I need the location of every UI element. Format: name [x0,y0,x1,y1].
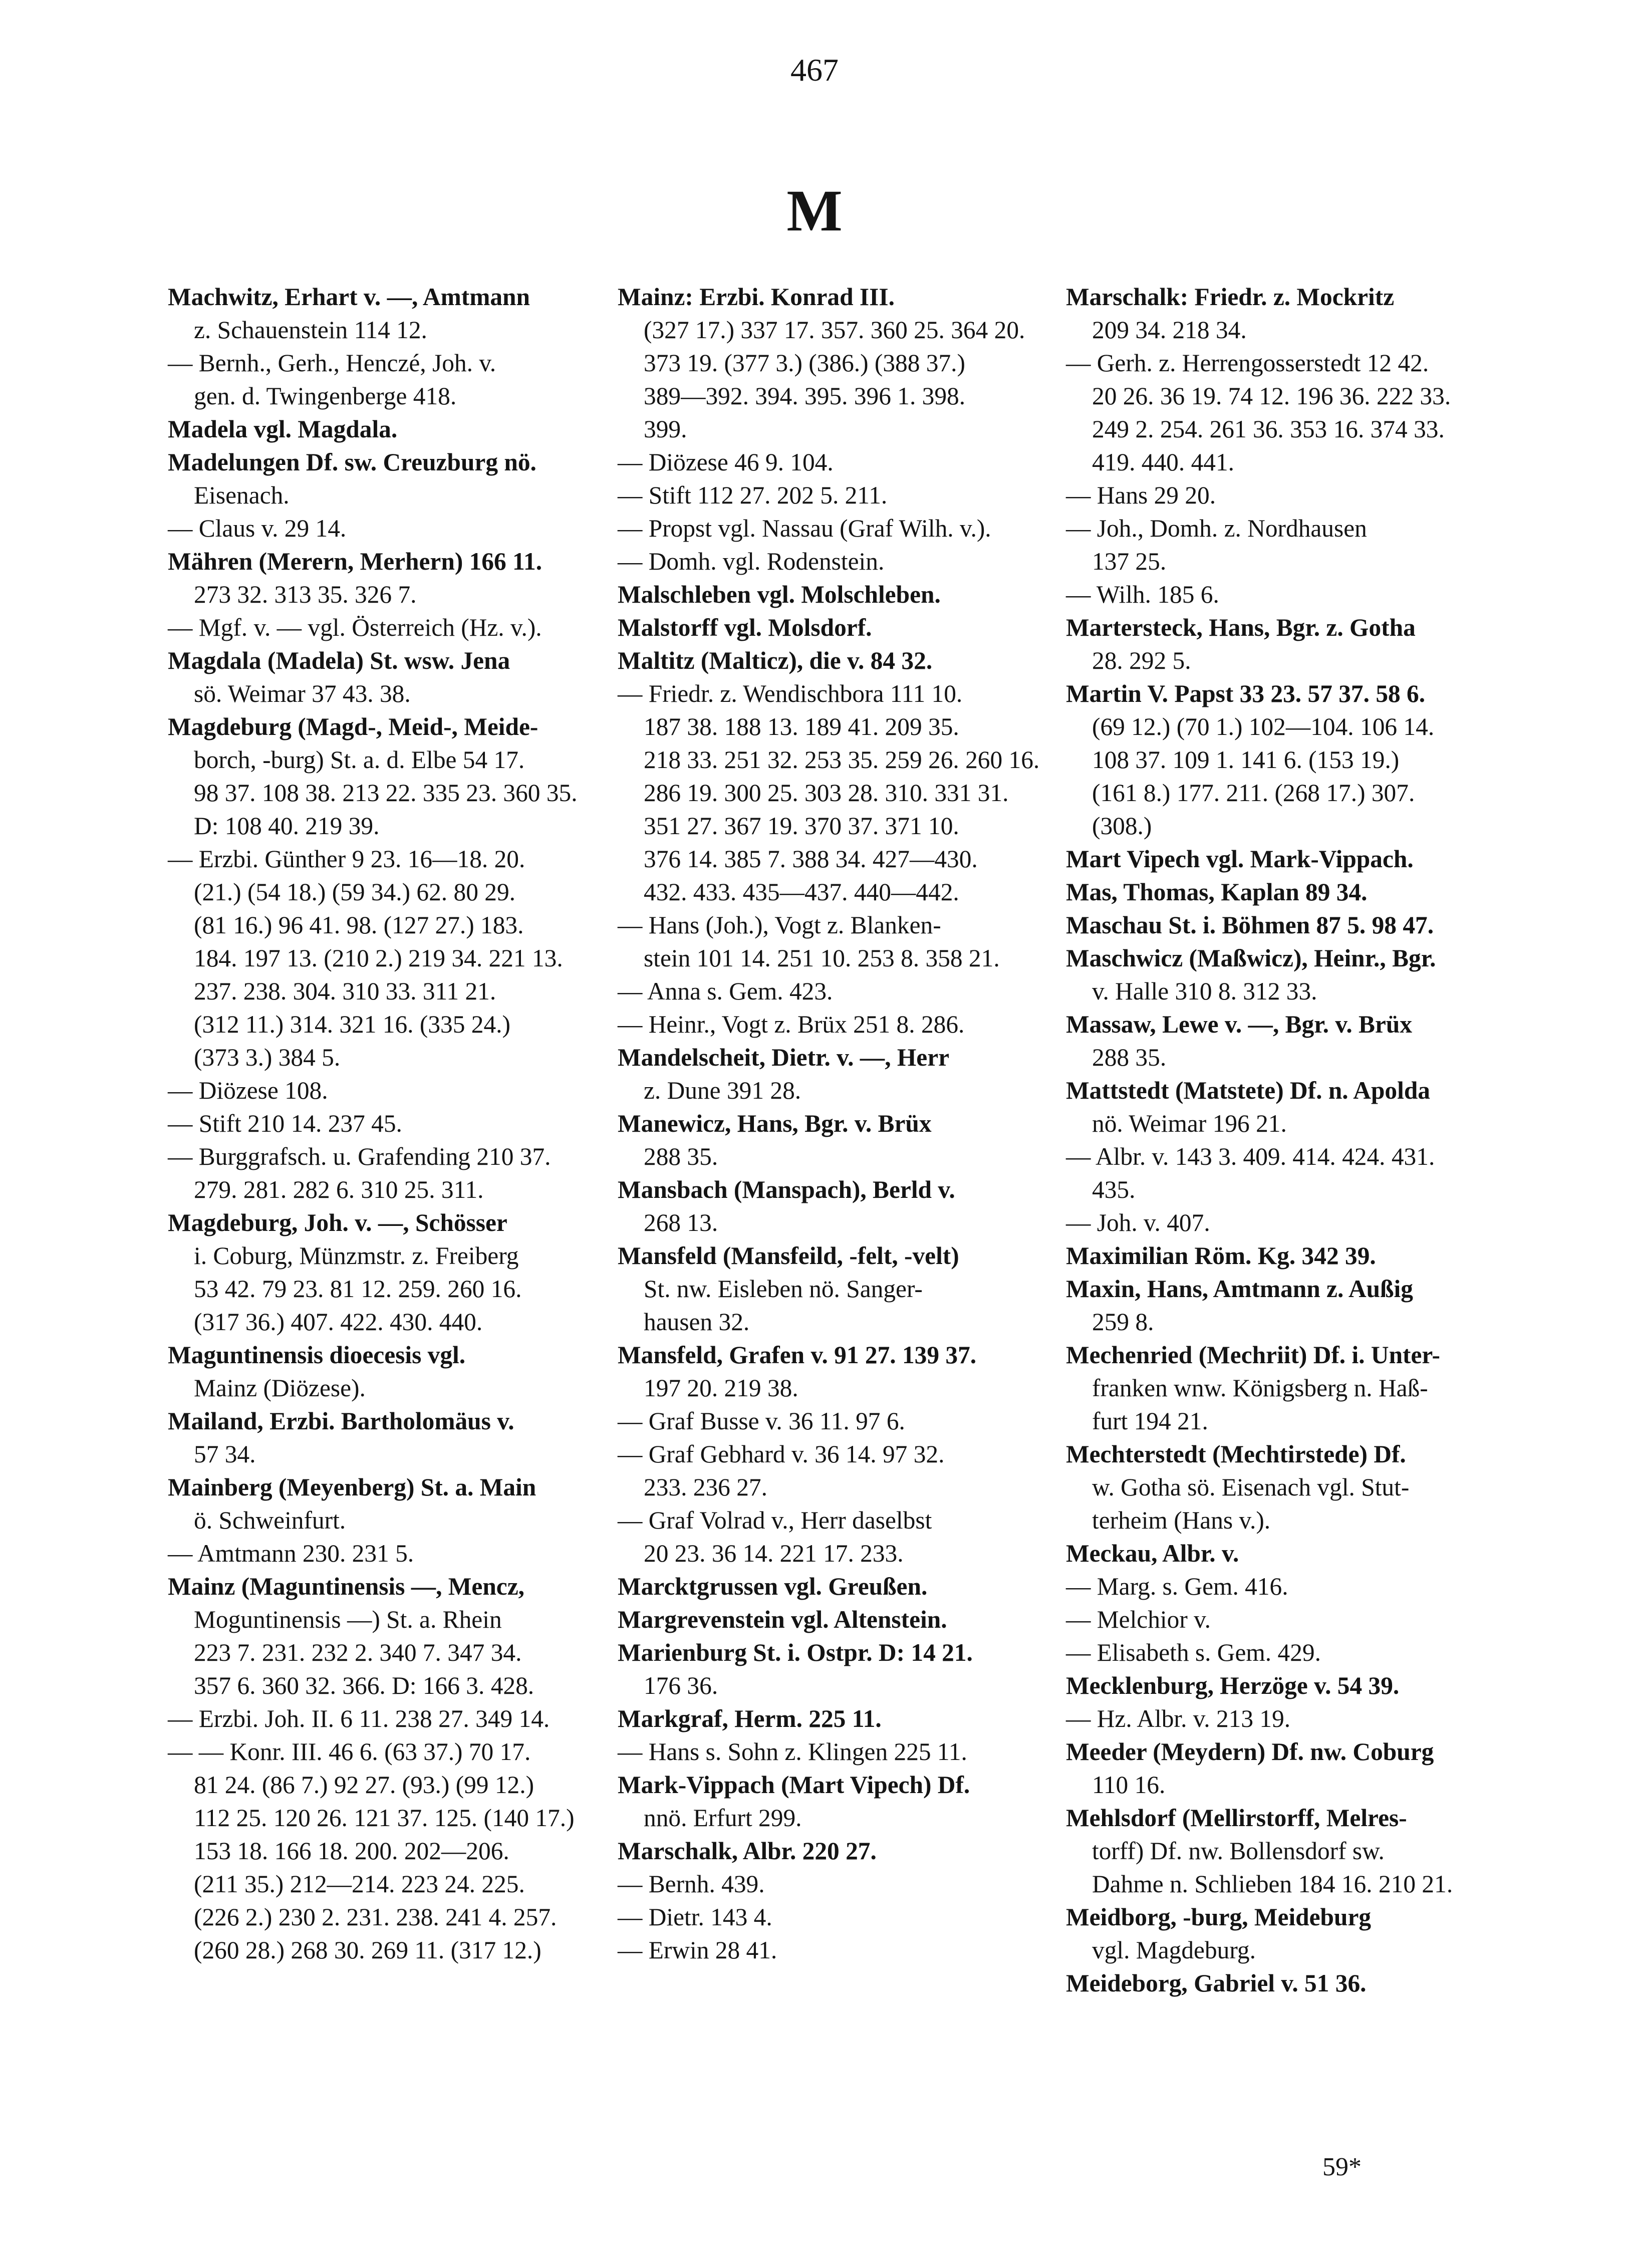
entry-line: 28. 292 5. [1092,647,1191,674]
entry-line: — Erzbi. Joh. II. 6 11. 238 27. 349 14. [168,1705,550,1732]
index-subentry [618,1438,1058,1504]
entry-line: w. Gotha sö. Eisenach vgl. Stut- [1092,1473,1410,1501]
index-entry [1066,1008,1507,1074]
index-subentry [1066,1206,1507,1239]
section-letter: M [786,178,843,243]
index-subentry [618,677,1058,909]
entry-line: — Albr. v. 143 3. 409. 414. 424. 431. [1066,1143,1435,1170]
entry-line: — Graf Volrad v., Herr daselbst [618,1506,932,1534]
entry-line: gen. d. Twingenberge 418. [194,382,457,410]
sheet-signature: 59* [1322,2153,1362,2181]
index-subentry [1066,1702,1507,1735]
entry-line: 187 38. 188 13. 189 41. 209 35. [644,713,959,740]
entry-line: (21.) (54 18.) (59 34.) 62. 80 29. [194,878,515,906]
entry-line: Mart Vipech vgl. Mark-Vippach. [1066,845,1414,873]
index-entry [1066,843,1507,876]
entry-line: 184. 197 13. (210 2.) 219 34. 221 13. [194,944,563,972]
entry-line: Eisenach. [194,481,290,509]
index-subentry [618,1868,1058,1901]
entry-line: Mailand, Erzbi. Bartholomäus v. [168,1407,514,1435]
entry-line: Malschleben vgl. Molschleben. [618,581,941,608]
entry-line: (312 11.) 314. 321 16. (335 24.) [194,1011,510,1038]
entry-line: i. Coburg, Münzmstr. z. Freiberg [194,1242,519,1270]
entry-line: Markgraf, Herm. 225 11. [618,1705,882,1732]
index-subentry [1066,1570,1507,1603]
entry-line: Mechterstedt (Mechtirstede) Df. [1066,1440,1406,1468]
entry-line: furt 194 21. [1092,1407,1208,1435]
entry-line: 432. 433. 435—437. 440—442. [644,878,959,906]
index-entry [168,446,614,512]
entry-line: (317 36.) 407. 422. 430. 440. [194,1308,483,1336]
entry-line: 288 35. [644,1143,718,1170]
index-subentry [618,975,1058,1008]
entry-line: Maschau St. i. Böhmen 87 5. 98 47. [1066,911,1434,939]
entry-line: 110 16. [1092,1771,1166,1799]
index-entry [168,710,614,843]
entry-line: Mansfeld, Grafen v. 91 27. 139 37. [618,1341,977,1369]
index-subentry [168,347,614,413]
index-entry [1066,1802,1507,1901]
entry-line: (260 28.) 268 30. 269 11. (317 12.) [194,1936,541,1964]
entry-line: z. Dune 391 28. [644,1077,801,1104]
entry-line: 389—392. 394. 395. 396 1. 398. [644,382,966,410]
entry-line: — Dietr. 143 4. [618,1903,772,1931]
entry-line: Mas, Thomas, Kaplan 89 34. [1066,878,1368,906]
index-entry [618,1173,1058,1239]
entry-line: Marcktgrussen vgl. Greußen. [618,1573,928,1600]
index-subentry [618,446,1058,479]
entry-line: — — Konr. III. 46 6. (63 37.) 70 17. [168,1738,531,1766]
entry-line: — Mgf. v. — vgl. Österreich (Hz. v.). [168,614,542,641]
index-entry [1066,677,1507,843]
index-column-3 [1066,281,1507,2000]
index-subentry [168,1074,614,1107]
index-column-2 [618,281,1058,1967]
entry-line: Madela vgl. Magdala. [168,415,398,443]
entry-line: — Friedr. z. Wendischbora 111 10. [618,680,963,707]
entry-line: 373 19. (377 3.) (386.) (388 37.) [644,349,965,377]
entry-line: — Hans 29 20. [1066,481,1216,509]
index-subentry [1066,1140,1507,1206]
entry-line: Massaw, Lewe v. —, Bgr. v. Brüx [1066,1011,1413,1038]
entry-line: Meckau, Albr. v. [1066,1540,1239,1567]
entry-line: Maxin, Hans, Amtmann z. Außig [1066,1275,1413,1303]
entry-line: (161 8.) 177. 211. (268 17.) 307. [1092,779,1415,807]
entry-line: sö. Weimar 37 43. 38. [194,680,411,707]
entry-line: Mainberg (Meyenberg) St. a. Main [168,1473,536,1501]
entry-line: Margrevenstein vgl. Altenstein. [618,1606,947,1633]
index-subentry [618,545,1058,578]
entry-line: vgl. Magdeburg. [1092,1936,1256,1964]
entry-line: 259 8. [1092,1308,1154,1336]
index-entry [1066,942,1507,1008]
entry-line: — Wilh. 185 6. [1066,581,1219,608]
index-entry [1066,909,1507,942]
entry-line: — Erwin 28 41. [618,1936,777,1964]
index-entry [168,1339,614,1405]
index-subentry [168,611,614,644]
entry-line: D: 108 40. 219 39. [194,812,380,840]
index-subentry [618,512,1058,545]
index-entry [1066,1074,1507,1140]
entry-line: Moguntinensis —) St. a. Rhein [194,1606,502,1633]
entry-line: — Hans s. Sohn z. Klingen 225 11. [618,1738,967,1766]
entry-line: Marschalk, Albr. 220 27. [618,1837,877,1865]
index-entry [168,1206,614,1339]
entry-line: 419. 440. 441. [1092,448,1234,476]
entry-line: 237. 238. 304. 310 33. 311 21. [194,977,496,1005]
entry-line: Mechenried (Mechriit) Df. i. Unter- [1066,1341,1440,1369]
index-entry [1066,1273,1507,1339]
entry-line: Maximilian Röm. Kg. 342 39. [1066,1242,1376,1270]
entry-line: Mandelscheit, Dietr. v. —, Herr [618,1044,950,1071]
entry-line: nnö. Erfurt 299. [644,1804,802,1832]
index-subentry [168,1107,614,1140]
entry-line: — Stift 112 27. 202 5. 211. [618,481,888,509]
entry-line: z. Schauenstein 114 12. [194,316,427,344]
index-subentry [168,1702,614,1735]
entry-line: terheim (Hans v.). [1092,1506,1271,1534]
entry-line: (373 3.) 384 5. [194,1044,341,1071]
entry-line: Mehlsdorf (Mellirstorff, Melres- [1066,1804,1407,1832]
entry-line: borch, -burg) St. a. d. Elbe 54 17. [194,746,525,774]
entry-line: 176 36. [644,1672,718,1699]
index-entry [618,1041,1058,1107]
entry-line: 279. 281. 282 6. 310 25. 311. [194,1176,484,1203]
index-subentry [618,479,1058,512]
index-entry [1066,1438,1507,1537]
index-entry [618,1702,1058,1735]
entry-line: (211 35.) 212—214. 223 24. 225. [194,1870,525,1898]
entry-line: — Diözese 108. [168,1077,328,1104]
entry-line: Mainz (Maguntinensis —, Mencz, [168,1573,524,1600]
entry-line: — Stift 210 14. 237 45. [168,1110,402,1137]
entry-line: — Heinr., Vogt z. Brüx 251 8. 286. [618,1011,965,1038]
entry-line: — Melchior v. [1066,1606,1211,1633]
index-subentry [618,1735,1058,1769]
index-entry [618,1339,1058,1405]
entry-line: Mainz (Diözese). [194,1374,366,1402]
entry-line: 108 37. 109 1. 141 6. (153 19.) [1092,746,1400,774]
index-entry [1066,1735,1507,1802]
index-subentry [618,1008,1058,1041]
entry-line: — Elisabeth s. Gem. 429. [1066,1639,1321,1666]
index-entry [618,1570,1058,1603]
entry-line: — Marg. s. Gem. 416. [1066,1573,1288,1600]
entry-line: — Graf Busse v. 36 11. 97 6. [618,1407,905,1435]
entry-line: 20 26. 36 19. 74 12. 196 36. 222 33. [1092,382,1451,410]
index-entry [618,281,1058,446]
entry-line: — Hz. Albr. v. 213 19. [1066,1705,1291,1732]
index-entry [168,1405,614,1471]
entry-line: Meideborg, Gabriel v. 51 36. [1066,1969,1367,1997]
entry-line: 351 27. 367 19. 370 37. 371 10. [644,812,959,840]
entry-line: (69 12.) (70 1.) 102—104. 106 14. [1092,713,1435,740]
entry-line: 218 33. 251 32. 253 35. 259 26. 260 16. [644,746,1040,774]
index-entry [168,644,614,710]
entry-line: 197 20. 219 38. [644,1374,798,1402]
entry-line: Magdeburg, Joh. v. —, Schösser [168,1209,507,1236]
index-entry [1066,281,1507,347]
entry-line: Mark-Vippach (Mart Vipech) Df. [618,1771,970,1799]
entry-line: 273 32. 313 35. 326 7. [194,581,417,608]
entry-line: ö. Schweinfurt. [194,1506,346,1534]
index-entry [618,1769,1058,1835]
entry-line: Maguntinensis dioecesis vgl. [168,1341,466,1369]
page-number: 467 [790,52,839,88]
index-entry [618,611,1058,644]
entry-line: Meeder (Meydern) Df. nw. Coburg [1066,1738,1434,1766]
index-entry [1066,1537,1507,1570]
entry-line: St. nw. Eisleben nö. Sanger- [644,1275,923,1303]
index-subentry [168,512,614,545]
entry-line: — Amtmann 230. 231 5. [168,1540,414,1567]
entry-line: Martersteck, Hans, Bgr. z. Gotha [1066,614,1416,641]
index-entry [618,1603,1058,1636]
index-subentry [618,1504,1058,1570]
entry-line: Magdeburg (Magd-, Meid-, Meide- [168,713,538,740]
index-subentry [618,1934,1058,1967]
entry-line: 153 18. 166 18. 200. 202—206. [194,1837,509,1865]
index-subentry [1066,512,1507,578]
index-entry [1066,1901,1507,1967]
entry-line: hausen 32. [644,1308,750,1336]
entry-line: (327 17.) 337 17. 357. 360 25. 364 20. [644,316,1025,344]
entry-line: — Bernh., Gerh., Henczé, Joh. v. [168,349,496,377]
entry-line: Mansbach (Manspach), Berld v. [618,1176,955,1203]
entry-line: stein 101 14. 251 10. 253 8. 358 21. [644,944,1000,972]
entry-line: — Burggrafsch. u. Grafending 210 37. [168,1143,551,1170]
index-entry [618,1636,1058,1702]
index-entry [618,1107,1058,1173]
entry-line: Meidborg, -burg, Meideburg [1066,1903,1372,1931]
index-entry [618,578,1058,611]
index-entry [618,1835,1058,1868]
entry-line: 112 25. 120 26. 121 37. 125. (140 17.) [194,1804,575,1832]
index-entry [618,644,1058,677]
entry-line: Maltitz (Malticz), die v. 84 32. [618,647,933,674]
entry-line: 233. 236 27. [644,1473,767,1501]
entry-line: 57 34. [194,1440,256,1468]
entry-line: — Erzbi. Günther 9 23. 16—18. 20. [168,845,525,873]
entry-line: Mansfeld (Mansfeild, -felt, -velt) [618,1242,959,1270]
index-entry [168,1471,614,1537]
entry-line: 399. [644,415,687,443]
entry-line: Mattstedt (Matstete) Df. n. Apolda [1066,1077,1430,1104]
entry-line: Manewicz, Hans, Bgr. v. Brüx [618,1110,932,1137]
entry-line: 20 23. 36 14. 221 17. 233. [644,1540,904,1567]
entry-line: — Domh. vgl. Rodenstein. [618,548,885,575]
entry-line: Marienburg St. i. Ostpr. D: 14 21. [618,1639,973,1666]
entry-line: franken wnw. Königsberg n. Haß- [1092,1374,1428,1402]
entry-line: — Joh., Domh. z. Nordhausen [1066,515,1367,542]
index-subentry [1066,479,1507,512]
entry-line: Mecklenburg, Herzöge v. 54 39. [1066,1672,1400,1699]
entry-line: 81 24. (86 7.) 92 27. (93.) (99 12.) [194,1771,534,1799]
entry-line: 288 35. [1092,1044,1167,1071]
entry-line: Malstorff vgl. Molsdorf. [618,614,872,641]
entry-line: — Propst vgl. Nassau (Graf Wilh. v.). [618,515,991,542]
index-subentry [618,1901,1058,1934]
entry-line: — Joh. v. 407. [1066,1209,1210,1236]
index-subentry [168,843,614,1074]
entry-line: — Anna s. Gem. 423. [618,977,833,1005]
entry-line: nö. Weimar 196 21. [1092,1110,1287,1137]
entry-line: — Bernh. 439. [618,1870,765,1898]
index-subentry [168,1735,614,1967]
entry-line: Madelungen Df. sw. Creuzburg nö. [168,448,536,476]
entry-line: Marschalk: Friedr. z. Mockritz [1066,283,1395,311]
index-entry [1066,1339,1507,1438]
index-entry [1066,1239,1507,1273]
entry-line: Mähren (Merern, Merhern) 166 11. [168,548,542,575]
entry-line: 376 14. 385 7. 388 34. 427—430. [644,845,978,873]
entry-line: 137 25. [1092,548,1167,575]
entry-line: — Hans (Joh.), Vogt z. Blanken- [618,911,941,939]
entry-line: — Diözese 46 9. 104. [618,448,834,476]
entry-line: Mainz: Erzbi. Konrad III. [618,283,895,311]
entry-line: v. Halle 310 8. 312 33. [1092,977,1317,1005]
index-column-1 [168,281,614,1967]
entry-line: 435. [1092,1176,1136,1203]
index-subentry [1066,1603,1507,1636]
entry-line: — Claus v. 29 14. [168,515,347,542]
entry-line: Dahme n. Schlieben 184 16. 210 21. [1092,1870,1453,1898]
entry-line: 98 37. 108 38. 213 22. 335 23. 360 35. [194,779,578,807]
entry-line: 53 42. 79 23. 81 12. 259. 260 16. [194,1275,522,1303]
index-entry [168,281,614,347]
entry-line: Maschwicz (Maßwicz), Heinr., Bgr. [1066,944,1436,972]
index-entry [1066,1669,1507,1702]
index-subentry [1066,347,1507,479]
entry-line: Machwitz, Erhart v. —, Amtmann [168,283,530,311]
index-subentry [618,909,1058,975]
index-entry [618,1239,1058,1339]
index-subentry [168,1140,614,1206]
entry-line: Magdala (Madela) St. wsw. Jena [168,647,510,674]
entry-line: (308.) [1092,812,1152,840]
index-entry [168,545,614,611]
entry-line: (226 2.) 230 2. 231. 238. 241 4. 257. [194,1903,557,1931]
entry-line: 223 7. 231. 232 2. 340 7. 347 34. [194,1639,522,1666]
entry-line: 357 6. 360 32. 366. D: 166 3. 428. [194,1672,534,1699]
entry-line: torff) Df. nw. Bollensdorf sw. [1092,1837,1385,1865]
index-entry [1066,1967,1507,2000]
index-subentry [618,1405,1058,1438]
index-entry [168,1570,614,1702]
entry-line: — Graf Gebhard v. 36 14. 97 32. [618,1440,945,1468]
entry-line: Martin V. Papst 33 23. 57 37. 58 6. [1066,680,1426,707]
index-subentry [1066,578,1507,611]
entry-line: 268 13. [644,1209,718,1236]
entry-line: 286 19. 300 25. 303 28. 310. 331 31. [644,779,1009,807]
index-subentry [168,1537,614,1570]
index-entry [1066,611,1507,677]
index-subentry [1066,1636,1507,1669]
index-entry [1066,876,1507,909]
entry-line: (81 16.) 96 41. 98. (127 27.) 183. [194,911,524,939]
entry-line: 249 2. 254. 261 36. 353 16. 374 33. [1092,415,1445,443]
index-entry [168,413,614,446]
entry-line: 209 34. 218 34. [1092,316,1247,344]
entry-line: — Gerh. z. Herrengosserstedt 12 42. [1066,349,1429,377]
